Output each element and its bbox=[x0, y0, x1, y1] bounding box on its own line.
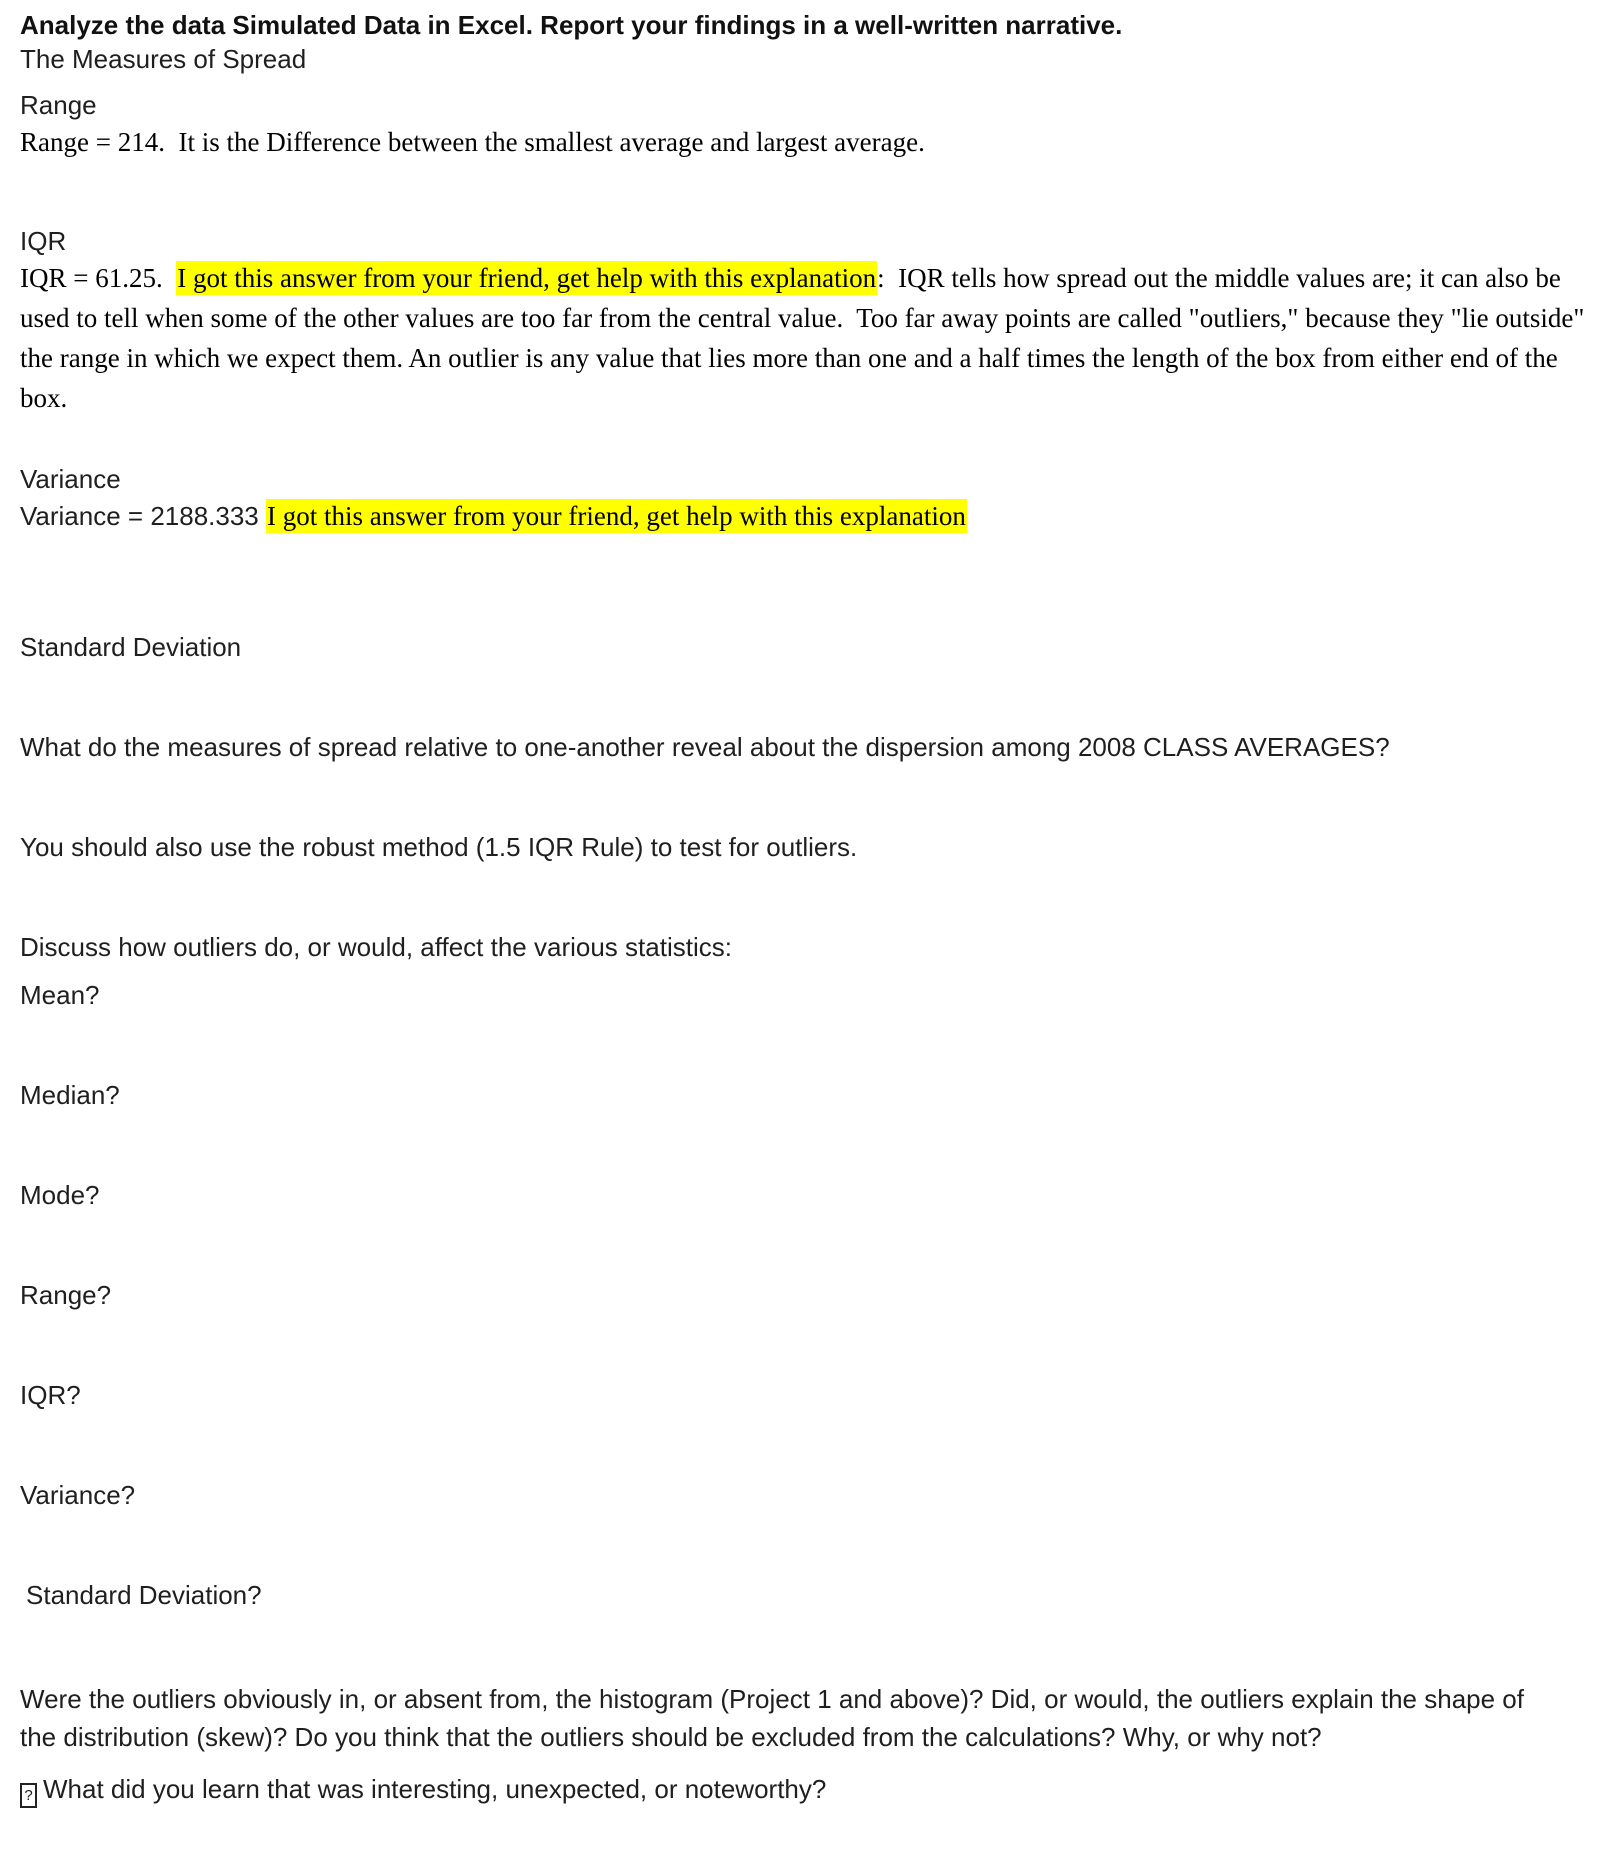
question-item-mean: Mean? bbox=[20, 980, 100, 1010]
iqr-value-text: IQR = 61.25. bbox=[20, 263, 177, 293]
question-item-variance: Variance? bbox=[20, 1480, 136, 1510]
question-item-mode: Mode? bbox=[20, 1180, 100, 1210]
std-dev-label: Standard Deviation bbox=[20, 632, 242, 662]
iqr-paragraph bbox=[20, 258, 1595, 418]
variance-highlighted-comment: I got this answer from your friend, get help with this explanation bbox=[266, 501, 966, 531]
question-learn-line bbox=[20, 1772, 1595, 1808]
variance-value-text: Variance = 2188.333 bbox=[20, 501, 266, 531]
question-discuss-outliers: Discuss how outliers do, or would, affect the various statistics: bbox=[20, 932, 732, 962]
variance-line bbox=[20, 496, 1595, 536]
range-body: Range = 214. It is the Difference between the smallest average and largest average. bbox=[20, 127, 925, 157]
range-label: Range bbox=[20, 90, 97, 120]
question-robust-method: You should also use the robust method (1.5 IQR Rule) to test for outliers. bbox=[20, 832, 858, 862]
subheading-measures-of-spread: The Measures of Spread bbox=[20, 44, 307, 74]
iqr-explanation-text: : IQR tells how spread out the middle values are; it can also be used to tell when some of the other values are too far from the central value. Too far away points are called "outliers," because they "lie outside" the range in which we expect them. An outlier is any value that lies more than one and a half times the length of the box from either end of the box. bbox=[20, 263, 1592, 413]
question-histogram-paragraph: Were the outliers obviously in, or absent from, the histogram (Project 1 and above)? Did, or would, the outliers explain the shape of the distribution (skew)? Do you think that the outliers should be excluded from the calculations? Why, or why not? bbox=[20, 1684, 1532, 1752]
iqr-highlighted-comment: I got this answer from your friend, get help with this explanation bbox=[177, 263, 877, 293]
question-item-std-dev: Standard Deviation? bbox=[26, 1580, 262, 1610]
iqr-label: IQR bbox=[20, 226, 67, 256]
page-title: Analyze the data Simulated Data in Excel. Report your findings in a well-written narrative. bbox=[20, 10, 1123, 40]
question-item-iqr: IQR? bbox=[20, 1380, 81, 1410]
question-item-range: Range? bbox=[20, 1280, 112, 1310]
missing-glyph-box-icon: ? bbox=[20, 1783, 37, 1808]
question-dispersion: What do the measures of spread relative to one-another reveal about the dispersion among 2008 CLASS AVERAGES? bbox=[20, 732, 1390, 762]
variance-label: Variance bbox=[20, 464, 121, 494]
question-learn-text: What did you learn that was interesting, unexpected, or noteworthy? bbox=[43, 1774, 827, 1804]
question-item-median: Median? bbox=[20, 1080, 120, 1110]
